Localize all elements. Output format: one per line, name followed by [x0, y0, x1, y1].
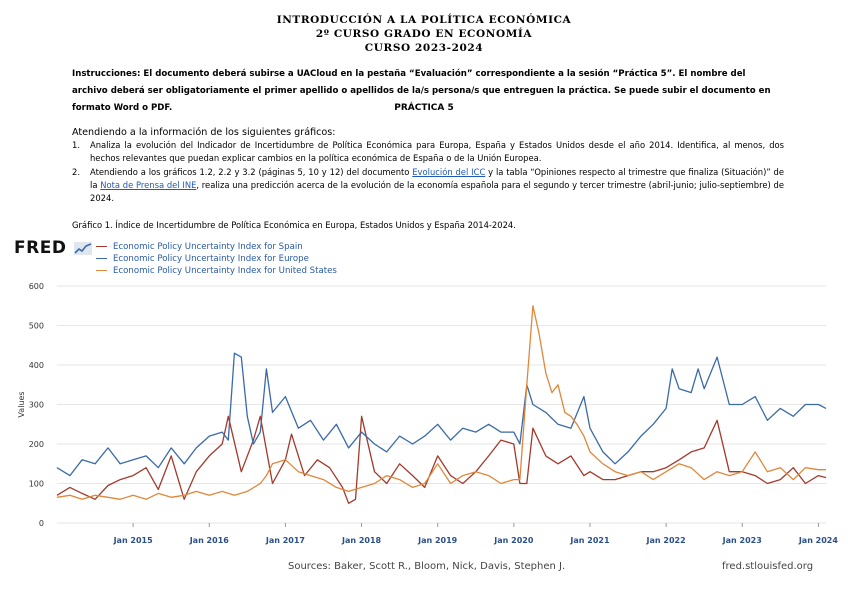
intro-text: Atendiendo a la información de los siguientes gráficos: [72, 127, 336, 138]
link-nota-prensa-ine[interactable]: Nota de Prensa del INE [100, 180, 197, 190]
uncertainty-line-chart [0, 276, 848, 556]
chart-source: Sources: Baker, Scott R., Bloom, Nick, Davis, Stephen J. [288, 561, 566, 572]
instructions: Instrucciones: El documento deberá subirse a UACloud en la pestaña “Evaluación” correspondiente a la sesión “Práctica 5”. El nombre del archivo deberá ser obligatoriamente el primer apellido o apellidos de la/s persona/s que entreguen la práctica. Se puede subir el documento en formato Word o PDF. [72, 69, 771, 113]
x-tick-label: Jan 2015 [113, 536, 153, 545]
x-tick-label: Jan 2021 [570, 536, 610, 545]
link-evolucion-icc[interactable]: Evolución del ICC [412, 167, 486, 177]
chart-legend [96, 241, 337, 277]
legend-label-europe: Economic Policy Uncertainty Index for Europe [113, 254, 309, 264]
x-tick-label: Jan 2018 [341, 536, 382, 545]
legend-swatch-europe [96, 258, 107, 260]
y-tick-label: 400 [28, 361, 44, 370]
x-tick-label: Jan 2019 [418, 536, 458, 545]
y-tick-label: 0 [38, 519, 44, 528]
y-tick-label: 500 [28, 321, 44, 331]
list-item-text: Analiza la evolución del Indicador de Incertidumbre de Política Económica para Europa, España y Estados Unidos desde el año 2014. Identifica, al menos, dos hechos relevantes que puedan explicar cambios en la política económica de España o de la Unión Europea. [90, 140, 784, 163]
legend-swatch-spain [96, 246, 107, 248]
y-tick-label: 300 [28, 400, 44, 410]
x-tick-label: Jan 2023 [722, 536, 762, 545]
text-part-a: Atendiendo a los gráficos 1.2, 2.2 y 3.2 (páginas 5, 10 y 12) del documento [90, 167, 413, 177]
header-line-1: INTRODUCCIÓN A LA POLÍTICA ECONÓMICA [276, 14, 572, 26]
series-line-europe [57, 353, 826, 475]
y-tick-label: 200 [28, 440, 44, 449]
x-tick-label: Jan 2022 [646, 536, 686, 545]
legend-item-europe [96, 253, 337, 265]
x-tick-label: Jan 2016 [189, 536, 229, 545]
text-part-b: y la tabla “Opiniones respecto al trimestre que finaliza (Situación)” de la [90, 167, 784, 190]
legend-swatch-us [96, 270, 107, 272]
header-line-2: 2º CURSO GRADO EN ECONOMÍA [315, 28, 533, 40]
list-item-text [90, 166, 784, 205]
practica-title: PRÁCTICA 5 [394, 103, 454, 113]
legend-label-us: Economic Policy Uncertainty Index for United States [113, 266, 337, 276]
list-item-number: 1. [72, 140, 80, 150]
fred-chart-icon [74, 242, 92, 255]
fred-url: fred.stlouisfed.org [722, 561, 814, 572]
text-part-c: , realiza una predicción acerca de la evolución de la economía española para el segundo y tercer trimestre (abril-junio; julio-septiembre) de 2024. [90, 180, 784, 203]
y-tick-label: 600 [28, 282, 44, 291]
header-line-3: CURSO 2023-2024 [364, 42, 484, 54]
fred-logo: FRED [14, 238, 67, 258]
x-tick-label: Jan 2020 [494, 536, 534, 545]
series-line-us [57, 306, 826, 500]
legend-label-spain: Economic Policy Uncertainty Index for Spain [113, 242, 303, 252]
x-tick-label: Jan 2017 [265, 536, 305, 545]
chart-caption: Gráfico 1. Índice de Incertidumbre de Política Económica en Europa, Estados Unidos y España 2014-2024. [72, 220, 516, 230]
legend-item-spain [96, 241, 337, 253]
x-tick-label: Jan 2024 [798, 536, 838, 545]
y-axis-label: Values [17, 391, 26, 418]
list-item-number: 2. [72, 167, 80, 177]
y-tick-label: 100 [28, 479, 44, 489]
